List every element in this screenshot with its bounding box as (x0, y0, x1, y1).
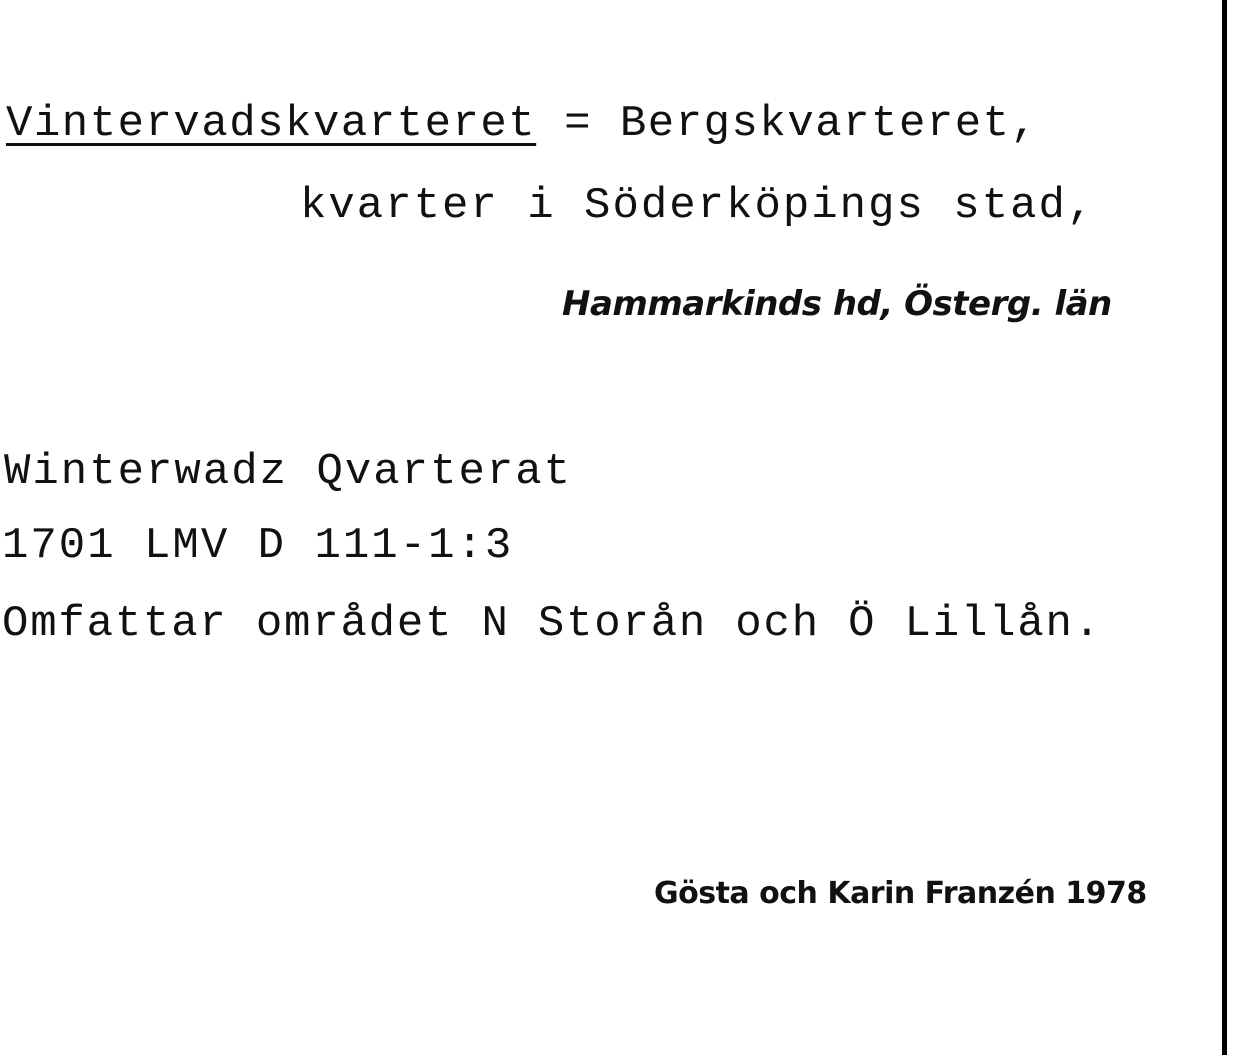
description: kvarter i Söderköpings stad, (300, 181, 1096, 231)
headword: Vintervadskvarteret (6, 99, 537, 149)
signature: Gösta och Karin Franzén 1978 (654, 876, 1147, 911)
source-reference: 1701 LMV D 111-1:3 (2, 521, 514, 571)
headword-synonym: = Bergskvarteret, (536, 99, 1039, 149)
headword-line (6, 96, 1038, 152)
card-edge-border (1222, 0, 1227, 1055)
district: Hammarkinds hd, Österg. län (562, 284, 1112, 324)
old-name: Winterwadz Qvarterat (4, 447, 573, 497)
scope-note: Omfattar området N Storån och Ö Lillån. (2, 599, 1102, 649)
